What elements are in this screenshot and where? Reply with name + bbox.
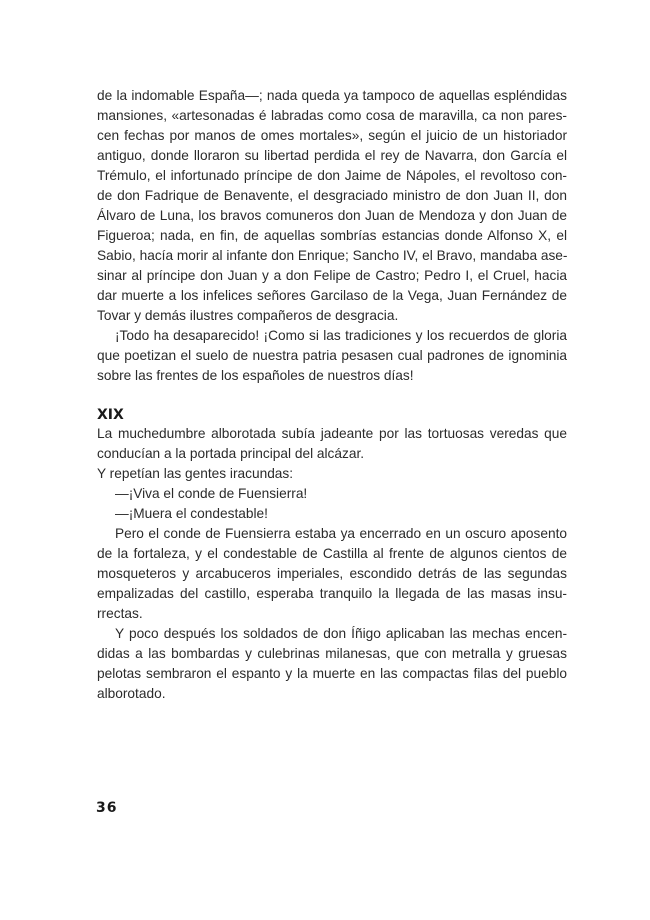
text-line: Tovar y demás ilustres compañeros de desgracia. bbox=[97, 308, 399, 323]
chapter-heading: XIX bbox=[97, 407, 124, 423]
text-line: conducían a la portada principal del alcázar. bbox=[97, 446, 365, 461]
text-line: La muchedumbre alborotada subía jadeante por las tortuosas veredas que bbox=[97, 426, 567, 441]
text-line: pelotas sembraron el espanto y la muerte en las compactas filas del pueblo bbox=[97, 666, 567, 681]
text-line: ¡Todo ha desaparecido! ¡Como si las tradiciones y los recuerdos de gloria bbox=[115, 328, 567, 343]
text-line: de la indomable España—; nada queda ya tampoco de aquellas espléndidas bbox=[97, 88, 567, 103]
text-line: alborotado. bbox=[97, 686, 166, 701]
text-line: Trémulo, el infortunado príncipe de don Jaime de Nápoles, el revoltoso con- bbox=[97, 168, 567, 183]
dialogue-line: —¡Muera el condestable! bbox=[115, 506, 268, 521]
text-line: Álvaro de Luna, los bravos comuneros don Juan de Mendoza y don Juan de bbox=[97, 208, 567, 223]
paragraph-block-prison-history bbox=[97, 86, 567, 386]
text-line: empalizadas del castillo, esperaba tranquilo la llegada de las masas insu- bbox=[97, 586, 567, 601]
text-line: didas a las bombardas y culebrinas milanesas, que con metralla y gruesas bbox=[97, 646, 567, 661]
text-line: de la fortaleza, y el condestable de Castilla al frente de algunos cientos de bbox=[97, 546, 567, 561]
text-line: Sabio, hacía morir al infante don Enrique; Sancho IV, el Bravo, mandaba ase- bbox=[97, 248, 568, 263]
page-number: 36 bbox=[96, 800, 118, 816]
text-line: mansiones, «artesonadas é labradas como cosa de maravilla, ca non pares- bbox=[97, 108, 567, 123]
text-line: antiguo, donde lloraron su libertad perdida el rey de Navarra, don García el bbox=[97, 148, 567, 163]
text-line: Figueroa; nada, en fin, de aquellas sombrías estancias donde Alfonso X, el bbox=[97, 228, 567, 243]
paragraph-block-chapter-xix bbox=[97, 424, 567, 704]
text-line: de don Fadrique de Benavente, el desgraciado ministro de don Juan II, don bbox=[97, 188, 567, 203]
text-line: dar muerte a los infelices señores Garcilaso de la Vega, Juan Fernández de bbox=[97, 288, 567, 303]
text-line: que poetizan el suelo de nuestra patria pesasen cual padrones de ignominia bbox=[97, 348, 567, 363]
text-line: mosqueteros y arcabuceros imperiales, escondido detrás de las segundas bbox=[97, 566, 567, 581]
text-line: sobre las frentes de los españoles de nuestros días! bbox=[97, 368, 414, 383]
text-line: sinar al príncipe don Juan y a don Felipe de Castro; Pedro I, el Cruel, hacia bbox=[97, 268, 567, 283]
text-line: cen fechas por manos de omes mortales», según el juicio de un historiador bbox=[97, 128, 567, 143]
text-line: Y repetían las gentes iracundas: bbox=[97, 466, 294, 481]
dialogue-line: —¡Viva el conde de Fuensierra! bbox=[115, 486, 308, 501]
text-line: rrectas. bbox=[97, 606, 143, 621]
text-line: Y poco después los soldados de don Íñigo aplicaban las mechas encen- bbox=[115, 626, 567, 641]
text-line: Pero el conde de Fuensierra estaba ya encerrado en un oscuro aposento bbox=[115, 526, 567, 541]
